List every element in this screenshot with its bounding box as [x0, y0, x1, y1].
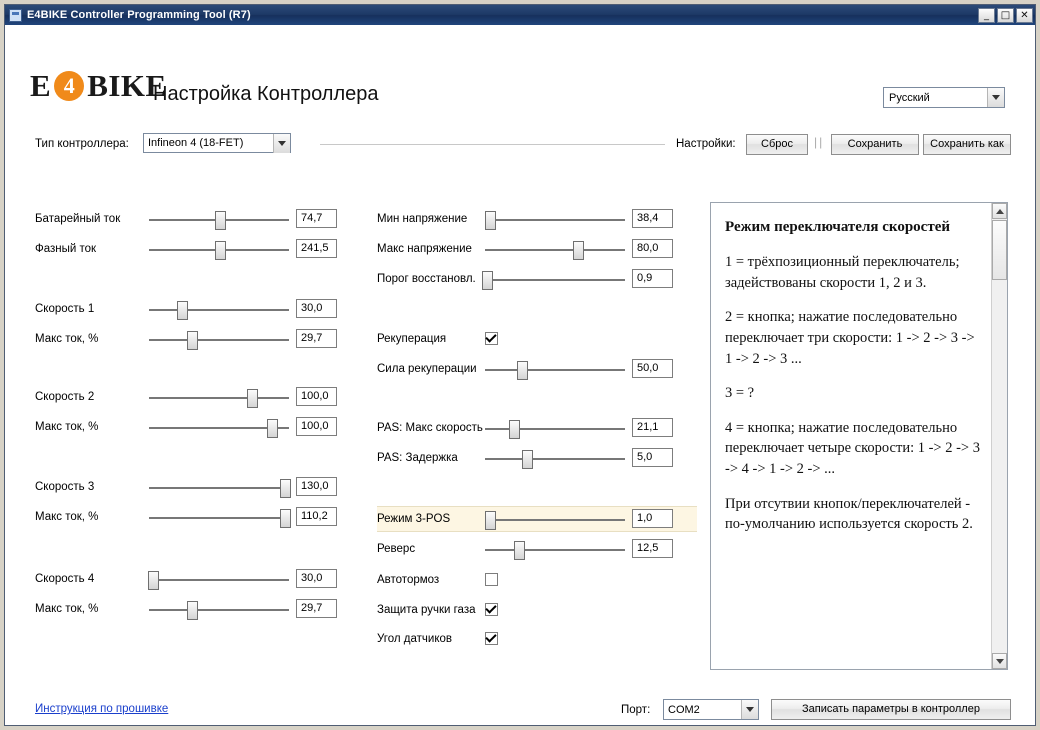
- page-title: Настройка Контроллера: [153, 83, 379, 105]
- logo-text-right: BIKE: [87, 68, 167, 103]
- help-paragraph: 2 = кнопка; нажатие последовательно переключает три скорости: 1 -> 2 -> 3 -> 1 -> 2 -> 3 ...: [725, 309, 975, 367]
- slider-track[interactable]: [485, 219, 625, 221]
- slider-value[interactable]: 80,0: [632, 239, 673, 258]
- help-paragraph: При отсутвии кнопок/переключателей - по-умолчанию используется скорость 2.: [725, 495, 973, 533]
- autobrake-label: Автотормоз: [377, 574, 440, 586]
- slider-label: Порог восстановл.: [377, 273, 476, 285]
- sensor-angle-checkbox[interactable]: [485, 632, 498, 645]
- slider-thumb[interactable]: [187, 331, 198, 350]
- save-button[interactable]: Сохранить: [831, 134, 919, 155]
- slider-thumb[interactable]: [148, 571, 159, 590]
- slider-label: Скорость 1: [35, 303, 95, 315]
- slider-label: Макс ток, %: [35, 421, 99, 433]
- slider-value[interactable]: 30,0: [296, 299, 337, 318]
- slider-thumb[interactable]: [280, 509, 291, 528]
- maximize-button[interactable]: □: [997, 8, 1014, 23]
- slider-label: Макс напряжение: [377, 243, 472, 255]
- help-text: [711, 203, 994, 559]
- slider-value[interactable]: 241,5: [296, 239, 337, 258]
- throttle-protection-checkbox[interactable]: [485, 603, 498, 616]
- slider-label: Режим 3-POS: [377, 513, 451, 525]
- slider-track[interactable]: [485, 249, 625, 251]
- toolbar-divider: [320, 144, 665, 145]
- chevron-down-icon[interactable]: [987, 88, 1004, 107]
- sensor-angle-label: Угол датчиков: [377, 633, 452, 645]
- slider-label: Скорость 4: [35, 573, 95, 585]
- window-controls: [978, 8, 1033, 23]
- slider-value[interactable]: 110,2: [296, 507, 337, 526]
- slider-track[interactable]: [149, 339, 289, 341]
- slider-track[interactable]: [149, 579, 289, 581]
- title-bar: [5, 5, 1035, 25]
- settings-label: Настройки:: [676, 138, 736, 150]
- slider-label: PAS: Задержка: [377, 452, 458, 464]
- slider-value[interactable]: 50,0: [632, 359, 673, 378]
- slider-label: Макс ток, %: [35, 511, 99, 523]
- slider-thumb[interactable]: [280, 479, 291, 498]
- slider-value[interactable]: 38,4: [632, 209, 673, 228]
- write-parameters-button[interactable]: Записать параметры в контроллер: [771, 699, 1011, 720]
- slider-thumb[interactable]: [509, 420, 520, 439]
- slider-thumb[interactable]: [187, 601, 198, 620]
- slider-thumb[interactable]: [215, 241, 226, 260]
- slider-track[interactable]: [485, 519, 625, 521]
- close-button[interactable]: ✕: [1016, 8, 1033, 23]
- chevron-down-icon[interactable]: [741, 700, 758, 719]
- port-label: Порт:: [621, 704, 651, 716]
- slider-track[interactable]: [149, 487, 289, 489]
- slider-row: [377, 239, 697, 261]
- firmware-instructions-link[interactable]: Инструкция по прошивке: [35, 703, 169, 715]
- help-paragraph: 4 = кнопка; нажатие последовательно переключает четыре скорости: 1 -> 2 -> 3 -> 4 -> 1 -> 2 -> ...: [725, 419, 980, 477]
- toolbar-separator: ||: [814, 135, 825, 149]
- slider-value[interactable]: 0,9: [632, 269, 673, 288]
- controller-type-select[interactable]: [143, 133, 291, 153]
- slider-row: [377, 359, 697, 381]
- slider-track[interactable]: [485, 369, 625, 371]
- slider-label: PAS: Макс скорость: [377, 422, 483, 434]
- slider-label: Скорость 3: [35, 481, 95, 493]
- minimize-button[interactable]: _: [978, 8, 995, 23]
- port-select[interactable]: [663, 699, 759, 720]
- slider-track[interactable]: [149, 397, 289, 399]
- regen-label: Рекуперация: [377, 333, 447, 345]
- slider-row: [35, 387, 335, 409]
- slider-label: Батарейный ток: [35, 213, 121, 225]
- language-value: Русский: [889, 91, 930, 104]
- slider-thumb[interactable]: [267, 419, 278, 438]
- port-value: COM2: [668, 703, 700, 716]
- slider-row-3pos: [377, 509, 697, 531]
- slider-label: Реверс: [377, 543, 416, 555]
- sensor-angle-row: [377, 630, 577, 650]
- slider-thumb[interactable]: [514, 541, 525, 560]
- slider-value[interactable]: 74,7: [296, 209, 337, 228]
- slider-thumb[interactable]: [215, 211, 226, 230]
- autobrake-row: [377, 571, 577, 591]
- slider-label: Мин напряжение: [377, 213, 468, 225]
- slider-thumb[interactable]: [573, 241, 584, 260]
- slider-row: [35, 299, 335, 321]
- slider-thumb[interactable]: [485, 211, 496, 230]
- slider-track[interactable]: [485, 458, 625, 460]
- slider-row: [35, 209, 335, 231]
- slider-value[interactable]: 130,0: [296, 477, 337, 496]
- slider-label: Макс ток, %: [35, 603, 99, 615]
- slider-row: [377, 269, 697, 291]
- language-select[interactable]: [883, 87, 1005, 108]
- slider-row: [35, 507, 335, 529]
- slider-thumb[interactable]: [517, 361, 528, 380]
- slider-row: [35, 417, 335, 439]
- slider-thumb[interactable]: [177, 301, 188, 320]
- scrollbar-thumb[interactable]: [992, 220, 1007, 280]
- save-as-button[interactable]: Сохранить как: [923, 134, 1011, 155]
- slider-row: [35, 329, 335, 351]
- help-panel: [710, 202, 1008, 670]
- scroll-down-icon[interactable]: [992, 653, 1007, 669]
- controller-type-label: Тип контроллера:: [35, 138, 129, 150]
- slider-label: Сила рекуперации: [377, 363, 477, 375]
- logo: [30, 68, 167, 104]
- slider-value[interactable]: 5,0: [632, 448, 673, 467]
- slider-row: [35, 239, 335, 261]
- reset-button[interactable]: Сброс: [746, 134, 808, 155]
- main-window: [4, 4, 1036, 726]
- slider-thumb[interactable]: [522, 450, 533, 469]
- help-scrollbar[interactable]: [991, 203, 1007, 669]
- slider-row: [377, 539, 697, 561]
- logo-circle-4: 4: [54, 71, 84, 101]
- slider-track[interactable]: [149, 517, 289, 519]
- throttle-protection-label: Защита ручки газа: [377, 604, 476, 616]
- slider-thumb[interactable]: [482, 271, 493, 290]
- slider-thumb[interactable]: [247, 389, 258, 408]
- slider-row: [377, 448, 697, 470]
- slider-row: [377, 209, 697, 231]
- app-icon: [9, 9, 22, 22]
- slider-value[interactable]: 100,0: [296, 417, 337, 436]
- throttle-protection-row: [377, 601, 577, 621]
- slider-track[interactable]: [485, 279, 625, 281]
- slider-value[interactable]: 100,0: [296, 387, 337, 406]
- slider-label: Макс ток, %: [35, 333, 99, 345]
- help-title: Режим переключателя скоростей: [725, 219, 951, 235]
- slider-row: [35, 569, 335, 591]
- chevron-down-icon[interactable]: [273, 134, 290, 153]
- slider-track[interactable]: [149, 309, 289, 311]
- controller-type-value: Infineon 4 (18-FET): [148, 137, 244, 149]
- window-title: E4BIKE Controller Programming Tool (R7): [27, 9, 251, 21]
- slider-label: Фазный ток: [35, 243, 97, 255]
- slider-row: [377, 418, 697, 440]
- slider-track[interactable]: [485, 549, 625, 551]
- slider-label: Скорость 2: [35, 391, 95, 403]
- slider-value[interactable]: 12,5: [632, 539, 673, 558]
- slider-value[interactable]: 30,0: [296, 569, 337, 588]
- slider-row: [35, 599, 335, 621]
- slider-track[interactable]: [485, 428, 625, 430]
- slider-value[interactable]: 29,7: [296, 599, 337, 618]
- slider-thumb[interactable]: [485, 511, 496, 530]
- slider-track[interactable]: [149, 609, 289, 611]
- main-content: [5, 25, 1035, 725]
- slider-row: [35, 477, 335, 499]
- slider-value[interactable]: 29,7: [296, 329, 337, 348]
- logo-text-left: E: [30, 68, 52, 103]
- autobrake-checkbox[interactable]: [485, 573, 498, 586]
- slider-value[interactable]: 21,1: [632, 418, 673, 437]
- regen-checkbox[interactable]: [485, 332, 498, 345]
- help-paragraph: 1 = трёхпозиционный переключатель; задействованы скорости 1, 2 и 3.: [725, 254, 960, 291]
- help-paragraph: 3 = ?: [725, 385, 755, 402]
- scroll-up-icon[interactable]: [992, 203, 1007, 219]
- regen-checkbox-row: [377, 330, 577, 350]
- slider-value[interactable]: 1,0: [632, 509, 673, 528]
